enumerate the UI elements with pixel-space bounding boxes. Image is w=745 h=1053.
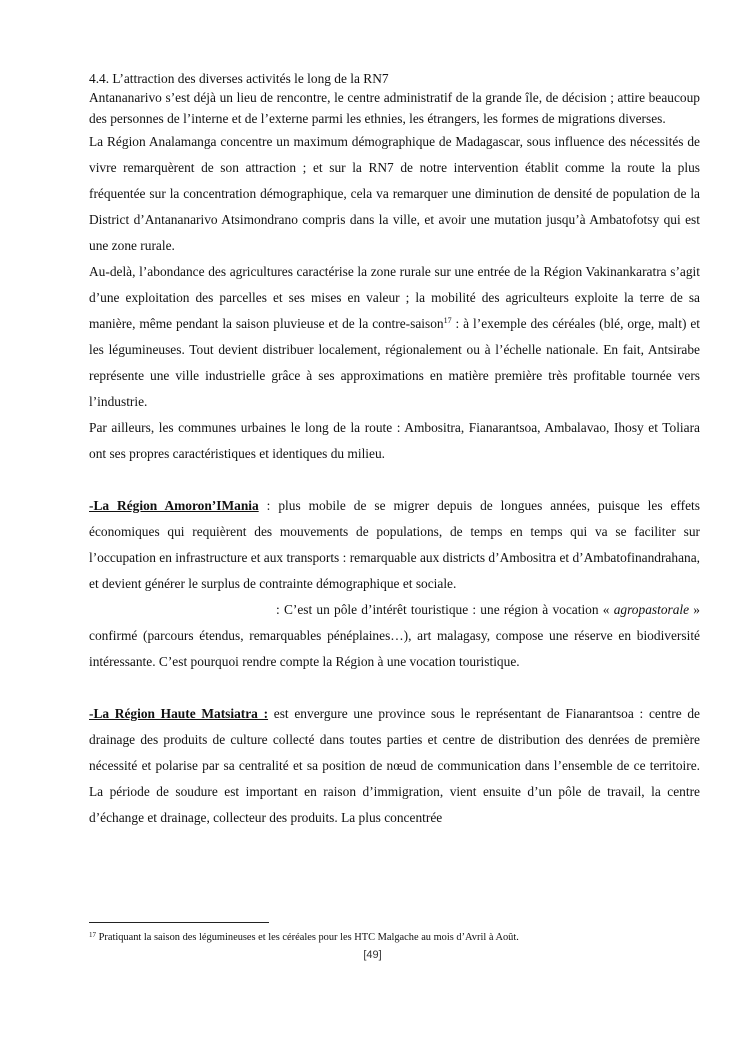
tourism-text-start: : C’est un pôle d’intérêt touristique : une région à vocation « <box>276 602 614 617</box>
paragraph-communes: Par ailleurs, les communes urbaines le long de la route : Ambositra, Fianarantsoa, Ambalavao, Ihosy et Toliara ont ses propres caractéristiques et identiques du milieu. <box>89 420 700 461</box>
page-number: [49] <box>363 949 382 961</box>
paragraph-vakinankaratra-end: : à l’exemple des céréales (blé, orge, malt) et les légumineuses. Tout devient distribuer localement, régionalement ou à l’échelle nationale. En fait, Antsirabe représente une ville industrielle grâce à ses approximations en matière première très profitable tournée vers l’industrie. <box>89 316 700 409</box>
region-text-amoron-imania: : plus mobile de se migrer depuis de longues années, puisque les effets économiques qui requièrent des mouvements de populations, de temps en temps qui va se faciliter sur l’occupation en infrastructure et aux transports : remarquable aux districts d’Ambositra et d’Ambatofinandrahana, et devient générer le surplus de contrainte démographique et sociale. <box>89 498 700 591</box>
paragraph-analamanga: La Région Analamanga concentre un maximum démographique de Madagascar, sous influence des nécessités de vivre remarquèrent de son attraction ; et sur la RN7 de notre intervention établit comme la route la plus fréquentée sur la concentration démographique, cela va remarquer une diminution de densité de population de la District d’Antananarivo Atsimondrano compris dans la ville, et avoir une mutation jusqu’à Ambatofotsy qui est une zone rurale. <box>89 134 700 253</box>
paragraph-antananarivo: Antananarivo s’est déjà un lieu de rencontre, le centre administratif de la grande île, de décision ; attire beaucoup des personnes de l’interne et de l’externe parmi les ethnies, les étrangers, les formes de migrations diverses. <box>89 90 700 126</box>
footnote <box>89 931 700 944</box>
footnote-number: 17 <box>89 931 96 939</box>
region-text-haute-matsiatra: est envergure une province sous le représentant de Fianarantsoa : centre de drainage des produits de culture collecté dans toutes parties et centre de distribution des denrées de première nécessité et polarise par sa centralité et sa position de nœud de communication dans l’ensemble de ce territoire. La période de soudure est important en raison d’immigration, vient ensuite d’un pôle de travail, la centre d’échange et drainage, collecteur des produits. La plus concentrée <box>89 706 701 825</box>
paragraph-vakinankaratra-start: Au-delà, l’abondance des agricultures caractérise la zone rurale sur une entrée de la Région Vakinankaratra s’agit d’une exploitation des parcelles et ses mises en valeur ; la mobilité des agriculteurs exploite la terre de sa manière, même pendant la saison pluvieuse et de la contre-saison <box>89 264 700 331</box>
section-heading: 4.4. L’attraction des diverses activités le long de la RN7 <box>89 71 389 86</box>
paragraph-amoron-imania <box>89 493 700 597</box>
paragraph-gap <box>89 675 700 701</box>
footnote-ref: 17 <box>443 316 452 325</box>
paragraph-haute-matsiatra <box>89 701 700 831</box>
footnote-divider <box>89 922 269 923</box>
paragraph-amoron-tourism <box>89 597 700 675</box>
tourism-italic-term: agropastorale <box>613 602 690 617</box>
paragraph-vakinankaratra <box>89 259 700 415</box>
body-text <box>89 70 700 831</box>
tourism-text-end: » confirmé (parcours étendus, remarquables pénéplaines…), art malagasy, compose une réserve en biodiversité intéressante. C’est pourquoi rendre compte la Région à une vocation touristique. <box>89 602 701 669</box>
footnote-text: Pratiquant la saison des légumineuses et les céréales pour les HTC Malgache au mois d’Avril à Août. <box>96 932 519 943</box>
region-label-amoron-imania: -La Région Amoron’IMania <box>89 498 259 513</box>
region-label-haute-matsiatra: -La Région Haute Matsiatra : <box>89 706 269 721</box>
paragraph-gap <box>89 467 700 493</box>
